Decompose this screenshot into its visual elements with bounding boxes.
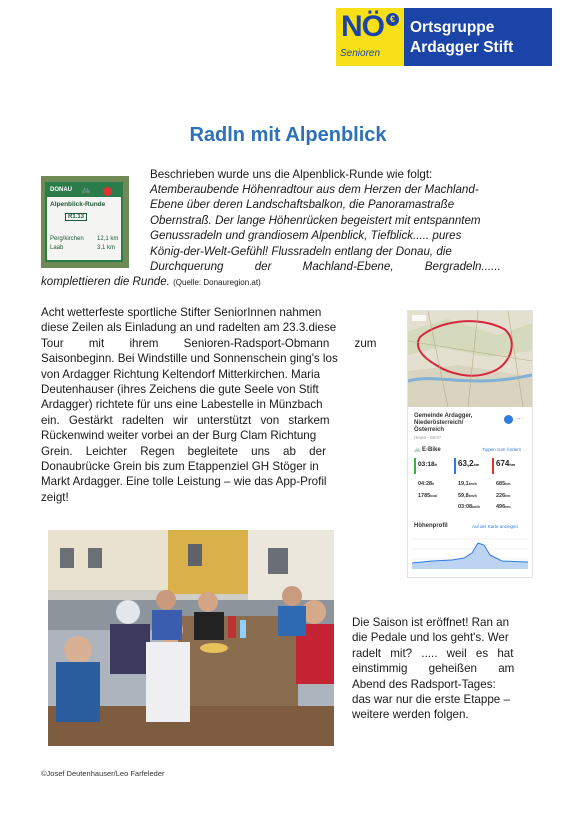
show-on-map-link[interactable]: Auf der Karte anzeigen: [472, 524, 519, 529]
time-bar: [414, 458, 416, 474]
metric-duration: 03:18h: [418, 461, 438, 468]
intro-line: Ebene über deren Landschaftsbalkon, die Panoramastraße: [150, 198, 455, 212]
photo-credit: ©Josef Deutenhauser/Leo Farfeleder: [41, 769, 165, 778]
intro-text: [150, 182, 541, 274]
metric-row-2-a: 1785kcal: [418, 493, 438, 499]
closing-line: Abend des Radsport-Tages:: [352, 677, 496, 691]
story-line: Ardagger) richtete für uns eine Labestelle in Münzbach: [41, 398, 323, 412]
sign-header: [47, 184, 121, 197]
sign-brand: DONAU: [50, 187, 72, 193]
story-line: Grein. Leichter Regen begleitete uns ab der: [41, 444, 326, 458]
elevation-profile-title: Höhenprofil: [414, 523, 448, 529]
app-mode: E-Bike: [422, 447, 441, 453]
app-place: Gemeinde Ardagger,: [414, 413, 473, 419]
app-time: Heute · 08:57: [414, 435, 442, 440]
metric-row-2-b: 59,8km/h: [458, 493, 477, 499]
story-line: diese Zeilen als Einladung an und radelten am 23.3.diese: [41, 321, 337, 335]
metric-row-3-c: 496hm: [496, 504, 511, 510]
bike-icon: 🚲: [414, 447, 421, 453]
story-text: [41, 305, 393, 505]
logo-mark-text: NÖ: [341, 10, 384, 43]
route-map: [408, 311, 532, 407]
story-line: Saisonbeginn. Bei Windstille und Sonnenschein ging's los: [41, 352, 338, 366]
story-line: Donaubrücke Grein bis zum Etappenziel GH Stöger in: [41, 460, 319, 474]
sign-place-1: Perg/kirchen: [50, 236, 84, 242]
closing-line: radelt mit? ..... weil es hat: [352, 646, 514, 660]
intro-line: König-der-Welt-Gefühl! Flussradeln entlang der Donau, die: [150, 244, 452, 258]
closing-line: einstimmig geheißen am: [352, 662, 515, 676]
metric-row-2-c: 226hm: [496, 493, 511, 499]
sign-dist-1: 12,1 km: [97, 236, 119, 242]
app-profile-screenshot: [407, 310, 533, 578]
app-place-2: Niederösterreich/: [414, 420, 464, 426]
intro-closing: [41, 274, 261, 290]
app-change-mode-link[interactable]: Tippen zum Ändern: [482, 447, 522, 452]
story-line: Rückenwind weiter vorbei an der Burg Clam Richtung: [41, 429, 317, 443]
metric-row-1-b: 19,1km/h: [458, 481, 477, 487]
sign-dist-2: 3,1 km: [97, 245, 116, 251]
intro-last-line: komplettieren die Runde.: [41, 275, 170, 288]
euro-icon: €: [386, 13, 399, 26]
closing-text: [352, 615, 540, 723]
intro-line: Obernstraß. Der lange Höhenrücken begeistert mit entspanntem: [150, 213, 481, 227]
story-line: Markt Ardagger. Eine tolle Leistung – wie das App-Profil: [41, 475, 327, 489]
more-icon[interactable]: ⋯: [516, 416, 523, 423]
app-place-3: Österreich: [414, 427, 445, 433]
logo-sub-text: Senioren: [340, 48, 381, 59]
story-line: zeigt!: [41, 490, 69, 504]
page-title: Radln mit Alpenblick: [189, 124, 387, 146]
share-icon[interactable]: [504, 415, 513, 424]
closing-line: die Pedale und los geht's. Wer: [352, 631, 509, 645]
route-sign-image: [41, 176, 129, 268]
closing-line: Die Saison ist eröffnet! Ran an: [352, 616, 510, 629]
metric-row-1-a: 04:28h: [418, 481, 435, 487]
sign-place-2: Laab: [50, 245, 64, 251]
metric-row-3-b: 03:08km/h: [458, 504, 481, 510]
intro-lead: Beschrieben wurde uns die Alpenblick-Runde wie folgt:: [150, 168, 433, 181]
intro-line: Durchquerung der Machland-Ebene, Bergradeln......: [150, 260, 501, 274]
sign-marker-icon: [103, 187, 112, 196]
metric-ascent: 674hm: [496, 459, 516, 468]
noe-senioren-logo-mark: [336, 8, 404, 66]
story-line: ein. Gestärkt radelten wir unterstützt von starkem: [41, 413, 330, 427]
elevation-bar: [492, 458, 494, 474]
group-photo: [48, 530, 334, 746]
sign-route-name: Alpenblick-Runde: [50, 201, 106, 208]
metric-distance: 63,2km: [458, 459, 480, 468]
intro-line: Genussradeln und grandiosem Alpenblick, Tiefblick..... pures: [150, 229, 462, 243]
ortsgruppe-logo: [336, 8, 552, 66]
story-line: von Ardagger Richtung Keltendorf Mitterkirchen. Maria: [41, 367, 321, 381]
distance-bar: [454, 458, 456, 474]
story-line: Tour mit ihrem Senioren-Radsport-Obmann zum: [41, 336, 377, 350]
logo-line-1: Ortsgruppe: [410, 19, 495, 36]
closing-line: weitere werden folgen.: [352, 708, 469, 722]
sign-route-code: R1.13: [65, 213, 87, 221]
intro-source: (Quelle: Donauregion.at): [173, 278, 261, 287]
activity-card: [408, 407, 532, 577]
story-line: Deutenhauser (ihres Zeichens die gute Seele von Stift: [41, 383, 319, 397]
story-line: Acht wetterfeste sportliche Stifter SeniorInnen nahmen: [41, 306, 322, 319]
intro-line: Atemberaubende Höhenradtour aus dem Herzen der Machland-: [150, 183, 479, 196]
metric-row-1-c: 685hm: [496, 481, 511, 487]
logo-line-2: Ardagger Stift: [410, 39, 514, 56]
elevation-profile-chart: [412, 533, 528, 573]
closing-line: das war nur die erste Etappe –: [352, 693, 510, 707]
bicycle-icon: 🚲: [81, 185, 91, 194]
